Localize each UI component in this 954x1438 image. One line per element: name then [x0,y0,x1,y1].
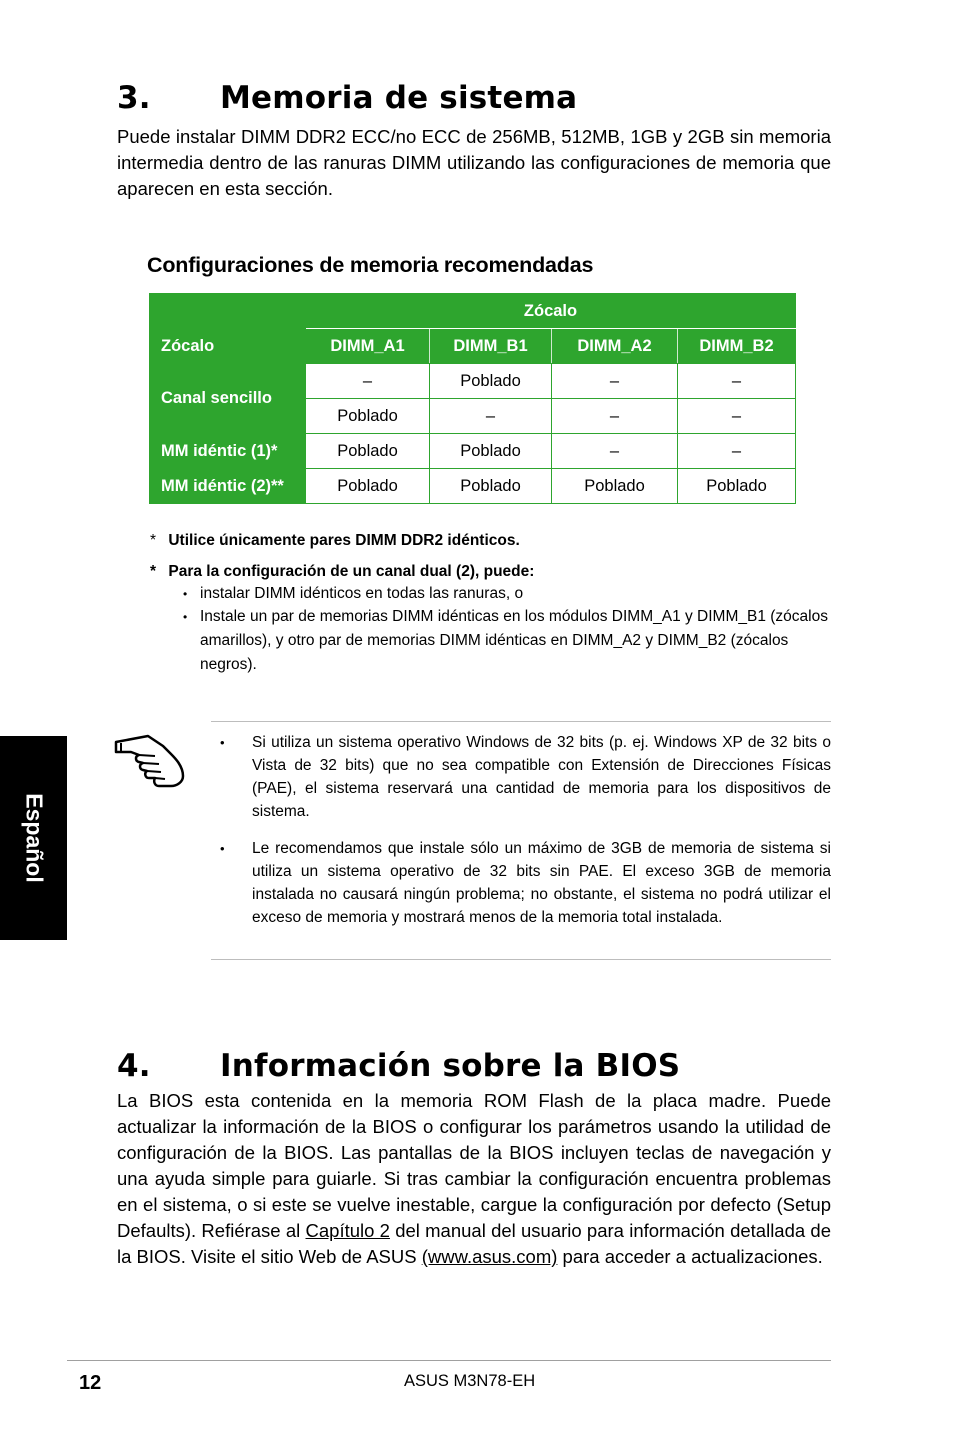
footnote-1-text: Utilice únicamente pares DIMM DDR2 idénticos. [168,532,520,549]
footnote-bullet-1-mark: • [183,587,188,601]
table-cell: Poblado [678,469,796,504]
footnote-bullet-1: instalar DIMM idénticos en todas las ranuras, o [200,585,524,602]
footnote-1-mark: * [150,532,157,549]
footnote-bullet-2-mark: • [183,610,188,624]
footnote-bullet-2: Instale un par de memorias DIMM idénticas en los módulos DIMM_A1 y DIMM_B1 (zócalos amarillos), y otro par de memorias DIMM idénticas en DIMM_A2 y DIMM_B2 (zócalos negros). [200,608,828,673]
note-top-rule [211,721,831,722]
table-col-header: DIMM_B1 [430,329,552,364]
note-bottom-rule [211,959,831,960]
table-col-header: DIMM_A1 [306,329,430,364]
table-cell: Poblado [306,434,430,469]
asus-website-link[interactable]: (www.asus.com) [421,1246,558,1267]
table-cell: – [678,399,796,434]
chapter-2-link[interactable]: Capítulo 2 [305,1220,390,1241]
footnote-2 [150,560,830,584]
recommended-config-title: Configuraciones de memoria recomendadas [147,253,594,277]
table-cell: – [430,399,552,434]
note-bullet-2-mark: • [220,841,225,856]
table-row-label: MM idéntic (2)** [150,469,306,504]
footnote-1 [150,529,830,553]
footnote-2-mark: * [150,563,157,580]
section-3-heading [117,80,717,120]
pointing-hand-icon [113,732,189,792]
table-col-header: DIMM_A2 [552,329,678,364]
section-3-intro: Puede instalar DIMM DDR2 ECC/no ECC de 256MB, 512MB, 1GB y 2GB sin memoria intermedia dentro de las ranuras DIMM utilizando las configuraciones de memoria que aparecen en esta sección. [117,126,831,199]
table-cell: – [678,434,796,469]
language-side-tab [0,736,67,940]
table-row [150,469,796,504]
table-cell: – [306,364,430,399]
table-cell: – [678,364,796,399]
table-row-label: MM idéntic (1)* [150,434,306,469]
section-4-number: 4. [117,1048,151,1084]
table-top-header: Zócalo [306,294,796,329]
memory-config-table [149,293,796,504]
footnote-2-text: Para la configuración de un canal dual (2), puede: [168,563,535,580]
table-col-header: DIMM_B2 [678,329,796,364]
note-item-2: Le recomendamos que instale sólo un máximo de 3GB de memoria de sistema si utiliza un sistema operativo de 32 bits sin PAE. El exceso 3GB de memoria instalada no causará ningún problema; no obstante, el sistema no podrá utilizar el exceso de memoria y mostrará menos de la memoria total instalada. [252,840,831,926]
page-number: 12 [79,1372,102,1394]
section-4-heading [117,1048,767,1088]
table-cell: – [552,364,678,399]
section-3-number: 3. [117,80,151,116]
section-4-text-1: La BIOS esta contenida en la memoria ROM Flash de la placa madre. Puede actualizar la información de la BIOS o configurar los parámetros usando la utilidad de configuración de la BIOS. Las pantallas de la BIOS incluyen teclas de navegación y una ayuda simple para guiarle. Si tras cambiar la configuración encuentra problemas en el sistema, o si este se vuelve inestable, cargue la configuración por defecto (Setup Defaults). Refiérase al [117,1090,831,1241]
table-cell: – [552,434,678,469]
section-3-title: Memoria de sistema [220,80,578,116]
table-row-label: Canal sencillo [150,364,306,434]
table-cell: Poblado [306,399,430,434]
table-corner [150,294,306,329]
section-4-text-3: para acceder a actualizaciones. [557,1246,823,1267]
section-4-body [117,1088,831,1270]
section-4-title: Información sobre la BIOS [220,1048,681,1084]
table-cell: – [552,399,678,434]
footer-product: ASUS M3N78-EH [404,1372,536,1390]
table-cell: Poblado [430,364,552,399]
table-cell: Poblado [552,469,678,504]
table-row [150,434,796,469]
note-item-1: Si utiliza un sistema operativo Windows de 32 bits (p. ej. Windows XP de 32 bits o Vista de 32 bits) que no sea compatible con Extensión de Direcciones Físicas (PAE), el sistema reservará una cantidad de memoria para los dispositivos de sistema. [252,734,831,820]
table-cell: Poblado [430,434,552,469]
table-cell: Poblado [430,469,552,504]
language-side-tab-label: Español [21,793,47,883]
note-bullet-1-mark: • [220,735,225,750]
section-4-text-2: del manual del usuario para información detallada de la BIOS. Visite el sitio Web de ASUS [117,1220,831,1267]
footer-rule [67,1360,831,1361]
table-col-header: Zócalo [150,329,306,364]
table-cell: Poblado [306,469,430,504]
table-row [150,364,796,399]
